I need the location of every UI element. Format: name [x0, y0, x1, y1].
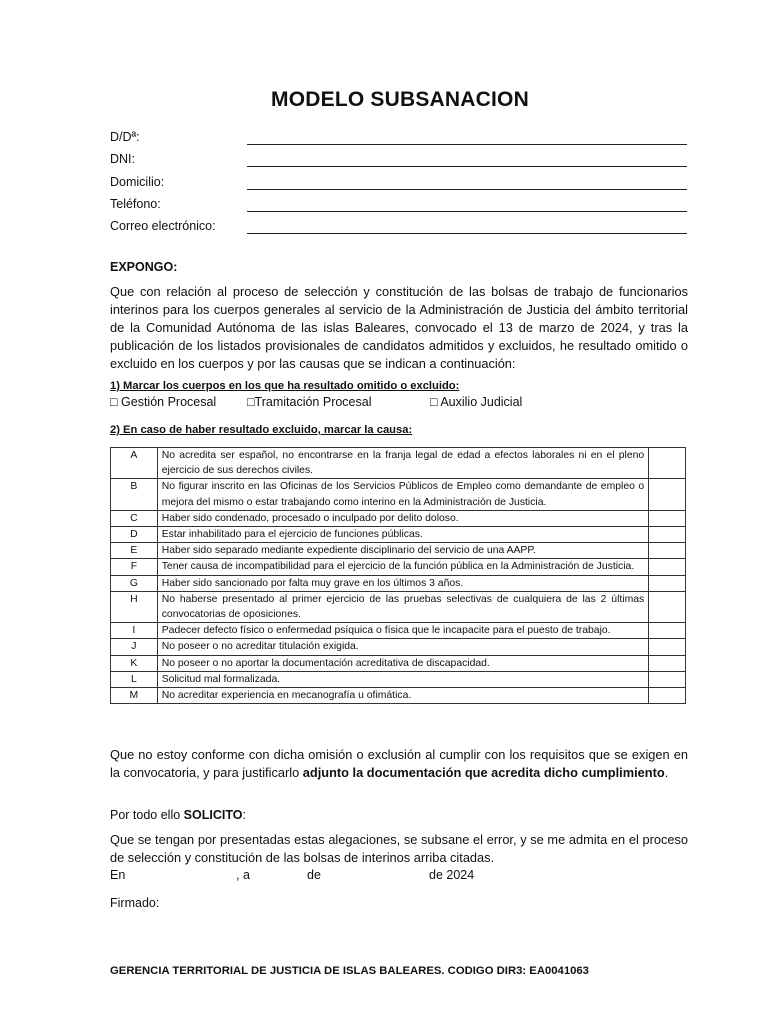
table-row	[111, 543, 686, 559]
cause-checkbox[interactable]	[649, 623, 686, 639]
options-row	[110, 395, 690, 413]
conformity-paragraph	[110, 746, 688, 782]
cause-text: Padecer defecto físico o enfermedad psíquica o física que le incapacite para el puesto de trabajo.	[157, 623, 648, 639]
field-line-email[interactable]	[247, 233, 687, 234]
signature-label: Firmado:	[110, 896, 160, 910]
cause-checkbox[interactable]	[649, 527, 686, 543]
table-row	[111, 655, 686, 671]
cause-letter: G	[111, 575, 158, 591]
table-row	[111, 688, 686, 704]
cause-letter: L	[111, 671, 158, 687]
cause-text: Haber sido sancionado por falta muy grave en los últimos 3 años.	[157, 575, 648, 591]
field-label-dni: DNI:	[110, 152, 135, 166]
solicito-prefix: Por todo ello	[110, 808, 184, 822]
cause-letter: A	[111, 448, 158, 479]
cause-checkbox[interactable]	[649, 591, 686, 622]
field-label-email: Correo electrónico:	[110, 219, 216, 233]
cause-letter: C	[111, 510, 158, 526]
field-label-phone: Teléfono:	[110, 197, 161, 211]
field-line-address[interactable]	[247, 189, 687, 190]
conformity-bold-text: adjunto la documentación que acredita dicho cumplimiento	[302, 765, 665, 780]
cause-checkbox[interactable]	[649, 671, 686, 687]
cause-text: No figurar inscrito en las Oficinas de los Servicios Públicos de Empleo como demandante de empleo o mejora del mismo o estar trabajando como interino en la Administración de Justicia.	[157, 479, 648, 510]
option-gestion-procesal[interactable]: □ Gestión Procesal	[110, 395, 217, 409]
table-row	[111, 510, 686, 526]
cause-letter: J	[111, 639, 158, 655]
cause-checkbox[interactable]	[649, 479, 686, 510]
date-a-label: , a	[236, 868, 250, 882]
cause-checkbox[interactable]	[649, 510, 686, 526]
table-row	[111, 448, 686, 479]
date-en-label: En	[110, 868, 126, 882]
cause-checkbox[interactable]	[649, 448, 686, 479]
solicito-heading	[110, 808, 246, 822]
cause-checkbox[interactable]	[649, 655, 686, 671]
cause-text: Estar inhabilitado para el ejercicio de funciones públicas.	[157, 527, 648, 543]
field-line-name[interactable]	[247, 144, 687, 145]
cause-text: No haberse presentado al primer ejercicio de las pruebas selectivas de cualquiera de las 2 últimas convocatorias de oposiciones.	[157, 591, 648, 622]
cause-text: No poseer o no acreditar titulación exigida.	[157, 639, 648, 655]
cause-letter: E	[111, 543, 158, 559]
cause-text: Haber sido separado mediante expediente disciplinario del servicio de una AAPP.	[157, 543, 648, 559]
option-tramitacion-procesal[interactable]: □Tramitación Procesal	[247, 395, 372, 409]
footer-text: GERENCIA TERRITORIAL DE JUSTICIA DE ISLAS BALEARES. CODIGO DIR3: EA0041063	[110, 965, 589, 977]
cause-checkbox[interactable]	[649, 688, 686, 704]
document-title: MODELO SUBSANACION	[271, 88, 529, 111]
table-row	[111, 623, 686, 639]
cause-letter: D	[111, 527, 158, 543]
conformity-text: Que no estoy conforme con dicha omisión o exclusión al cumplir con los requisitos que se exigen en la convocatoria, y para justificarlo	[110, 747, 688, 780]
solicito-paragraph: Que se tengan por presentadas estas alegaciones, se subsane el error, y se me admita en el proceso de selección y constitución de las bolsas de interinos arriba citadas.	[110, 832, 688, 865]
field-label-name: D/Dª:	[110, 130, 140, 144]
solicito-suffix: :	[242, 808, 246, 822]
cause-letter: I	[111, 623, 158, 639]
cause-checkbox[interactable]	[649, 639, 686, 655]
cause-text: No poseer o no aportar la documentación acreditativa de discapacidad.	[157, 655, 648, 671]
cause-text: No acreditar experiencia en mecanografía u ofimática.	[157, 688, 648, 704]
cause-checkbox[interactable]	[649, 575, 686, 591]
cause-checkbox[interactable]	[649, 559, 686, 575]
cause-letter: M	[111, 688, 158, 704]
cause-letter: F	[111, 559, 158, 575]
date-year-label: de 2024	[429, 868, 475, 882]
table-row	[111, 559, 686, 575]
causes-table	[110, 447, 686, 704]
expongo-heading: EXPONGO:	[110, 260, 178, 274]
section1-heading: 1) Marcar los cuerpos en los que ha resultado omitido o excluido:	[110, 380, 460, 392]
date-de-label: de	[307, 868, 321, 882]
cause-letter: K	[111, 655, 158, 671]
field-label-address: Domicilio:	[110, 175, 165, 189]
table-row	[111, 575, 686, 591]
cause-text: Haber sido condenado, procesado o inculpado por delito doloso.	[157, 510, 648, 526]
cause-letter: H	[111, 591, 158, 622]
section2-heading: 2) En caso de haber resultado excluido, marcar la causa:	[110, 424, 413, 436]
field-line-phone[interactable]	[247, 211, 687, 212]
table-row	[111, 671, 686, 687]
table-row	[111, 639, 686, 655]
cause-text: No acredita ser español, no encontrarse en la franja legal de edad a efectos laborales ni en el pleno ejercicio de sus derechos civiles.	[157, 448, 648, 479]
table-row	[111, 527, 686, 543]
cause-text: Tener causa de incompatibilidad para el ejercicio de la función pública en la Administración de Justicia.	[157, 559, 648, 575]
expongo-paragraph: Que con relación al proceso de selección y constitución de las bolsas de trabajo de funcionarios interinos para los cuerpos generales al servicio de la Administración de Justicia del ámbito territorial de la Comunidad Autónoma de las islas Baleares, convocado el 13 de marzo de 2024, y tras la publicación de los listados provisionales de candidatos admitidos y excluidos, he resultado omitido o excluido en los cuerpos y por las causas que se indican a continuación:	[110, 284, 688, 371]
cause-checkbox[interactable]	[649, 543, 686, 559]
option-auxilio-judicial[interactable]: □ Auxilio Judicial	[430, 395, 523, 409]
table-row	[111, 479, 686, 510]
table-row	[111, 591, 686, 622]
conformity-end: .	[664, 765, 669, 780]
solicito-bold: SOLICITO	[183, 808, 243, 822]
cause-letter: B	[111, 479, 158, 510]
field-line-dni[interactable]	[247, 166, 687, 167]
cause-text: Solicitud mal formalizada.	[157, 671, 648, 687]
